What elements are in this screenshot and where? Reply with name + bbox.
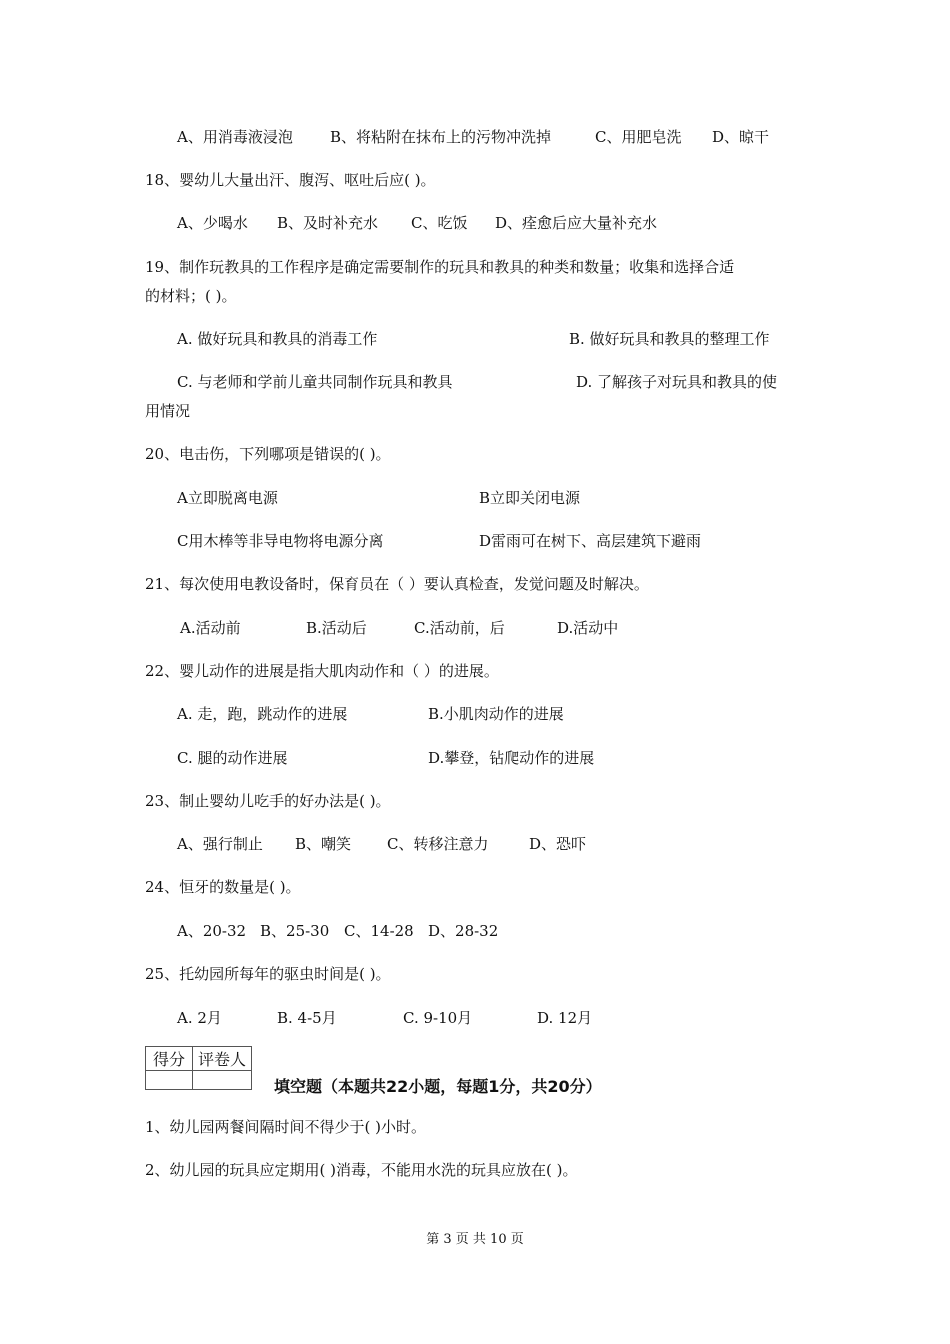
q18-option-a: A、少喝水 [177, 214, 248, 232]
q22-stem: 22、婴儿动作的进展是指大肌肉动作和（ ）的进展。 [145, 662, 499, 680]
section-title: 填空题（本题共22小题，每题1分，共20分） [274, 1077, 602, 1096]
score-cell [146, 1071, 193, 1090]
q19-option-d-line2: 用情况 [145, 402, 191, 420]
score-box [145, 1046, 252, 1090]
q24-option-b: B、25-30 [260, 922, 330, 940]
q19-option-c: C. 与老师和学前儿童共同制作玩具和教具 [177, 373, 453, 391]
q23-option-d: D、恐吓 [529, 835, 587, 853]
q17-option-b: B、将粘附在抹布上的污物冲洗掉 [330, 128, 552, 146]
q25-option-c: C. 9-10月 [403, 1009, 473, 1027]
q18-stem: 18、婴幼儿大量出汗、腹泻、呕吐后应( )。 [145, 171, 436, 189]
q19-option-d-line1: D. 了解孩子对玩具和教具的使 [576, 373, 778, 391]
q23-option-c: C、转移注意力 [387, 835, 489, 853]
q18-option-c: C、吃饭 [411, 214, 468, 232]
q20-option-b: B立即关闭电源 [479, 489, 581, 507]
q20-stem: 20、电击伤，下列哪项是错误的( )。 [145, 445, 391, 463]
q22-option-b: B.小肌肉动作的进展 [428, 705, 564, 723]
q25-option-b: B. 4-5月 [277, 1009, 337, 1027]
q18-option-b: B、及时补充水 [277, 214, 379, 232]
q19-option-a: A. 做好玩具和教具的消毒工作 [177, 330, 378, 348]
q24-option-c: C、14-28 [344, 922, 414, 940]
q21-option-a: A.活动前 [180, 619, 241, 637]
fill-question-2: 2、幼儿园的玩具应定期用( )消毒，不能用水洗的玩具应放在( )。 [145, 1161, 578, 1179]
q20-option-a: A立即脱离电源 [177, 489, 278, 507]
q21-option-d: D.活动中 [557, 619, 619, 637]
q20-option-d: D雷雨可在树下、高层建筑下避雨 [479, 532, 702, 550]
q19-stem-line1: 19、制作玩教具的工作程序是确定需要制作的玩具和教具的种类和数量；收集和选择合适 [145, 258, 735, 276]
q21-option-b: B.活动后 [306, 619, 367, 637]
grader-label: 评卷人 [193, 1047, 252, 1071]
q19-option-b: B. 做好玩具和教具的整理工作 [569, 330, 770, 348]
q24-option-d: D、28-32 [428, 922, 499, 940]
q19-stem-line2: 的材料；( )。 [145, 287, 237, 305]
q23-stem: 23、制止婴幼儿吃手的好办法是( )。 [145, 792, 391, 810]
q23-option-b: B、嘲笑 [295, 835, 352, 853]
q24-stem: 24、恒牙的数量是( )。 [145, 878, 301, 896]
q25-stem: 25、托幼园所每年的驱虫时间是( )。 [145, 965, 391, 983]
q25-option-a: A. 2月 [177, 1009, 222, 1027]
q24-option-a: A、20-32 [177, 922, 247, 940]
grader-cell [193, 1071, 252, 1090]
page-footer: 第 3 页 共 10 页 [426, 1232, 524, 1247]
q17-option-c: C、用肥皂洗 [595, 128, 682, 146]
fill-question-1: 1、幼儿园两餐间隔时间不得少于( )小时。 [145, 1118, 427, 1136]
q25-option-d: D. 12月 [537, 1009, 593, 1027]
q21-option-c: C.活动前，后 [414, 619, 505, 637]
q18-option-d: D、痊愈后应大量补充水 [495, 214, 658, 232]
q21-stem: 21、每次使用电教设备时，保育员在（ ）要认真检查，发觉问题及时解决。 [145, 575, 649, 593]
q22-option-a: A. 走，跑，跳动作的进展 [177, 705, 348, 723]
q22-option-d: D.攀登，钻爬动作的进展 [428, 749, 595, 767]
q20-option-c: C用木棒等非导电物将电源分离 [177, 532, 384, 550]
q23-option-a: A、强行制止 [177, 835, 263, 853]
score-label: 得分 [146, 1047, 193, 1071]
q17-option-d: D、晾干 [712, 128, 770, 146]
q17-option-a: A、用消毒液浸泡 [177, 128, 293, 146]
q22-option-c: C. 腿的动作进展 [177, 749, 288, 767]
